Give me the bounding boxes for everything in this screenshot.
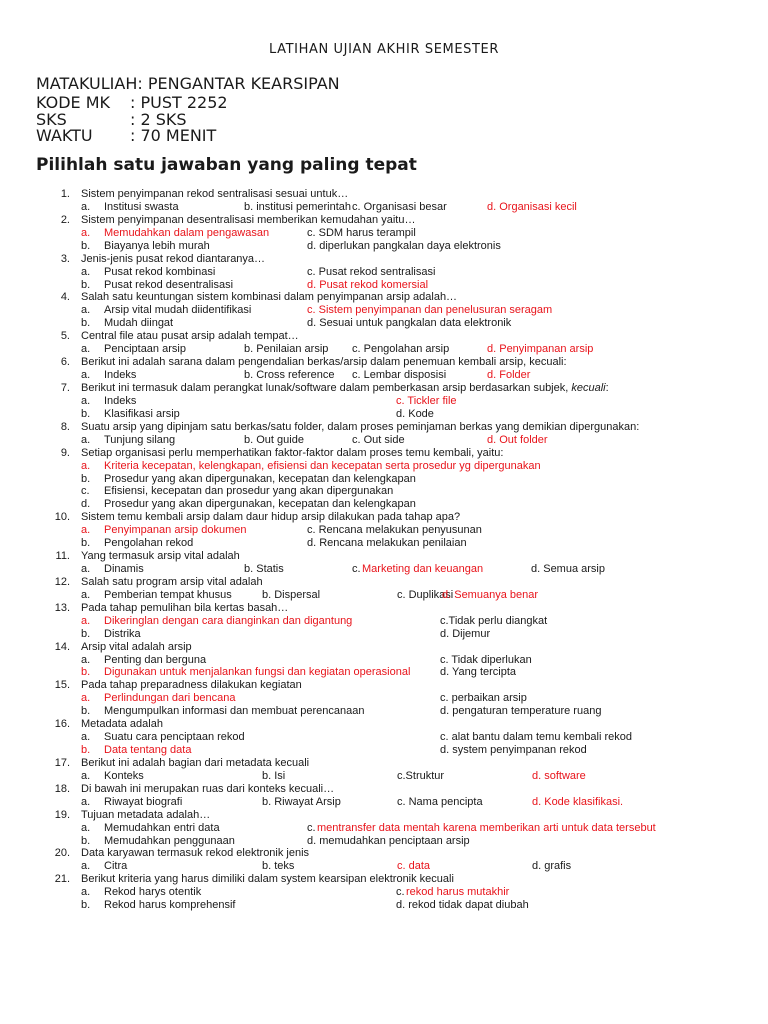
option-text: Indeks: [104, 394, 137, 407]
option-text: Prosedur yang akan dipergunakan, kecepatan dan kelengkapan: [104, 498, 416, 511]
option-text: d. grafis: [532, 860, 572, 873]
option-text: c. data: [397, 860, 431, 873]
option-text: c.: [352, 563, 361, 575]
option-letter: a.: [81, 200, 91, 213]
option-text: Rekod harus komprehensif: [104, 899, 236, 912]
question-text: Sistem penyimpanan rekod sentralisasi sesuai untuk…: [81, 188, 349, 200]
option-text: Memudahkan penggunaan: [104, 834, 235, 847]
question-number: 10.: [54, 511, 70, 524]
option-text: Digunakan untuk menjalankan fungsi dan kegiatan operasional: [104, 666, 411, 679]
option-text: c. SDM harus terampil: [307, 226, 416, 239]
option-text: Memudahkan entri data: [104, 821, 220, 834]
question-number: 19.: [54, 808, 70, 821]
option-text: Arsip vital mudah diidentifikasi: [104, 304, 252, 317]
option-text: rekod harus mutakhir: [406, 886, 510, 899]
question-text: Berikut kriteria yang harus dimiliki dalam system kearsipan elektronik kecuali: [81, 873, 454, 886]
option-text: d. pengaturan temperature ruang: [440, 705, 602, 718]
option-letter: a.: [81, 304, 91, 317]
question-number: 18.: [54, 782, 70, 795]
option-text: c.Struktur: [397, 769, 445, 782]
option-text: Rekod harys otentik: [104, 886, 202, 899]
question-text: Arsip vital adalah arsip: [81, 640, 192, 653]
question-number: 3.: [60, 252, 70, 265]
option-text: Kriteria kecepatan, kelengkapan, efisiensi dan kecepatan serta prosedur yg dipergunakan: [104, 459, 541, 472]
option-text: b. institusi pemerintah: [244, 200, 351, 213]
option-text: Marketing dan keuangan: [362, 563, 484, 575]
option-letter: b.: [81, 666, 91, 679]
info-label: WAKTU: [36, 126, 93, 145]
question-text: Metadata adalah: [81, 718, 163, 731]
option-text: Citra: [104, 860, 128, 873]
option-text: c. Tidak diperlukan: [440, 653, 532, 666]
option-letter: a.: [81, 369, 91, 381]
question-number: 7.: [60, 381, 70, 394]
option-text: Indeks: [104, 369, 137, 381]
question-text: Jenis-jenis pusat rekod diantaranya…: [81, 252, 266, 265]
question-number: 12.: [54, 575, 70, 588]
option-text: b. Statis: [244, 563, 284, 575]
option-text: Konteks: [104, 769, 144, 782]
question-emphasis: kecuali: [571, 381, 606, 394]
option-text: Prosedur yang akan dipergunakan, kecepatan dan kelengkapan: [104, 472, 416, 485]
option-text: Penyimpanan arsip dokumen: [104, 524, 247, 537]
question-number: 1.: [60, 188, 70, 200]
option-text: d. software: [532, 769, 586, 782]
option-letter: a.: [81, 614, 91, 627]
question-number: 17.: [54, 756, 70, 769]
option-text: d. Semuanya benar: [442, 588, 539, 601]
option-letter: b.: [81, 407, 91, 420]
option-text: c. Organisasi besar: [352, 200, 447, 213]
option-text: b. teks: [262, 860, 295, 873]
question-text: Di bawah ini merupakan ruas dari konteks kecuali…: [81, 782, 335, 795]
question-number: 16.: [54, 718, 70, 731]
option-text: c. Duplikasi: [397, 588, 454, 601]
option-text: d. Sesuai untuk pangkalan data elektronik: [307, 317, 512, 330]
question-number: 13.: [54, 601, 70, 614]
option-letter: b.: [81, 537, 91, 550]
option-letter: a.: [81, 265, 91, 278]
question-text: Berikut ini adalah bagian dari metadata kecuali: [81, 756, 310, 769]
option-text: Mudah diingat: [104, 317, 174, 330]
option-letter: a.: [81, 524, 91, 537]
option-text: Klasifikasi arsip: [104, 407, 180, 420]
option-text: d. rekod tidak dapat diubah: [396, 899, 529, 912]
option-text: b. Dispersal: [262, 588, 321, 601]
question-text: Berikut ini termasuk dalam perangkat lunak/software dalam pemberkasan arsip berdasarkan subjek, kecuali:: [81, 381, 609, 394]
option-text: d. Kode klasifikasi.: [532, 795, 624, 808]
option-text: d. Rencana melakukan penilaian: [307, 537, 467, 550]
info-line-time: [36, 126, 216, 145]
option-text: Dikeringlan dengan cara dianginkan dan digantung: [104, 614, 353, 627]
option-text: d. Folder: [487, 369, 531, 381]
option-letter: b.: [81, 317, 91, 330]
option-letter: a.: [81, 795, 91, 808]
option-text: Distrika: [104, 627, 141, 640]
option-letter: c.: [81, 485, 90, 498]
question-text: Tujuan metadata adalah…: [81, 808, 211, 821]
option-text: d. diperlukan pangkalan daya elektronis: [307, 239, 501, 252]
question-text: Sistem temu kembali arsip dalam daur hidup arsip dilakukan pada tahap apa?: [81, 511, 461, 524]
option-text: d. Semua arsip: [531, 563, 605, 575]
option-text: Tunjung silang: [104, 433, 176, 446]
option-letter: a.: [81, 692, 91, 705]
question-number: 11.: [55, 550, 70, 562]
exam-title: LATIHAN UJIAN AKHIR SEMESTER: [269, 42, 499, 57]
question-text: Setiap organisasi perlu memperhatikan faktor-faktor dalam proses temu kembali, yaitu:: [81, 446, 504, 459]
option-text: d. Out folder: [487, 433, 548, 446]
option-text: b. Isi: [262, 769, 286, 782]
option-text: Institusi swasta: [104, 200, 179, 213]
option-text: c. perbaikan arsip: [440, 692, 527, 705]
option-letter: a.: [81, 563, 91, 575]
option-text: b. Out guide: [244, 433, 304, 446]
question-number: 14.: [54, 640, 70, 653]
question-text: Sistem penyimpanan desentralisasi memberikan kemudahan yaitu…: [81, 213, 416, 226]
option-text: d. Organisasi kecil: [487, 200, 577, 213]
info-value: : 70 MENIT: [130, 126, 217, 145]
option-text: c.Tidak perlu diangkat: [440, 614, 548, 627]
option-text: Pusat rekod kombinasi: [104, 265, 216, 278]
option-text: Penciptaan arsip: [104, 343, 186, 356]
option-letter: b.: [81, 472, 91, 485]
option-text: Mengumpulkan informasi dan membuat perencanaan: [104, 705, 365, 718]
option-letter: a.: [81, 343, 91, 356]
option-text: c. Lembar disposisi: [352, 369, 447, 381]
option-letter: a.: [81, 769, 91, 782]
option-text: Riwayat biografi: [104, 795, 183, 808]
instruction: Pilihlah satu jawaban yang paling tepat: [36, 155, 417, 175]
option-text: c. Sistem penyimpanan dan penelusuran seragam: [307, 304, 553, 317]
option-letter: a.: [81, 886, 91, 899]
option-text: c.: [307, 821, 316, 834]
option-letter: b.: [81, 239, 91, 252]
option-letter: a.: [81, 588, 91, 601]
course-line: MATAKULIAH: PENGANTAR KEARSIPAN: [36, 74, 340, 93]
option-letter: a.: [81, 731, 91, 744]
question-text: Salah satu program arsip vital adalah: [81, 575, 263, 588]
option-text: Perlindungan dari bencana: [104, 692, 236, 705]
option-letter: b.: [81, 278, 91, 291]
question-text: Pada tahap pemulihan bila kertas basah…: [81, 601, 289, 614]
option-text: c. alat bantu dalam temu kembali rekod: [440, 731, 632, 744]
option-text: Penting dan berguna: [104, 653, 207, 666]
info-value: : PUST 2252: [130, 93, 228, 112]
option-text: d. Yang tercipta: [440, 666, 517, 679]
option-letter: b.: [81, 899, 91, 912]
option-text: Data tentang data: [104, 744, 192, 756]
info-label: SKS: [36, 110, 67, 129]
option-text: Memudahkan dalam pengawasan: [104, 226, 270, 239]
option-text: d. system penyimpanan rekod: [440, 744, 587, 756]
option-text: d. memudahkan penciptaan arsip: [307, 834, 470, 847]
question-number: 20.: [54, 847, 70, 860]
option-text: b. Cross reference: [244, 369, 335, 381]
option-letter: b.: [81, 627, 91, 640]
option-text: mentransfer data mentah karena memberikan arti untuk data tersebut: [317, 821, 656, 834]
option-letter: a.: [81, 226, 91, 239]
question-text: Yang termasuk arsip vital adalah: [81, 550, 240, 562]
info-label: KODE MK: [36, 93, 111, 112]
option-letter: b.: [81, 834, 91, 847]
option-text: Pusat rekod desentralisasi: [104, 278, 234, 291]
option-text: b. Penilaian arsip: [244, 343, 329, 356]
question-text: Suatu arsip yang dipinjam satu berkas/satu folder, dalam proses peminjaman berkas yang demikian dipergunakan:: [81, 420, 640, 433]
option-letter: b.: [81, 705, 91, 718]
option-letter: d.: [81, 498, 91, 511]
option-letter: a.: [81, 653, 91, 666]
option-text: Dinamis: [104, 563, 144, 575]
question-number: 2.: [60, 213, 70, 226]
option-text: Efisiensi, kecepatan dan prosedur yang akan dipergunakan: [104, 485, 394, 498]
question-number: 9.: [60, 446, 70, 459]
question-text: Berikut ini adalah sarana dalam pengendalian berkas/arsip dalam penemuan kembali arsip, kecuali:: [81, 356, 567, 369]
question-number: 4.: [60, 291, 70, 304]
option-text: d. Penyimpanan arsip: [487, 343, 594, 356]
option-text: Suatu cara penciptaan rekod: [104, 731, 245, 744]
question-text: Central file atau pusat arsip adalah tempat…: [81, 330, 299, 343]
option-letter: a.: [81, 821, 91, 834]
option-letter: a.: [81, 860, 91, 873]
option-text: d. Pusat rekod komersial: [307, 278, 429, 291]
question-text: Pada tahap preparadness dilakukan kegiatan: [81, 679, 302, 692]
option-text: c.: [396, 886, 405, 899]
option-text: c. Out side: [352, 433, 405, 446]
option-text: Pengolahan rekod: [104, 537, 194, 550]
question-text: Salah satu keuntungan sistem kombinasi dalam penyimpanan arsip adalah…: [81, 291, 458, 304]
option-letter: a.: [81, 433, 91, 446]
info-value: : 2 SKS: [130, 110, 187, 129]
question-number: 5.: [60, 330, 70, 343]
option-text: b. Riwayat Arsip: [262, 795, 341, 808]
option-letter: a.: [81, 394, 91, 407]
option-text: c. Nama pencipta: [397, 795, 483, 808]
option-text: c. Pusat rekod sentralisasi: [307, 265, 436, 278]
question-text: Data karyawan termasuk rekod elektronik jenis: [81, 847, 310, 860]
question-number: 6.: [60, 356, 70, 369]
option-text: d. Kode: [396, 407, 434, 420]
option-text: Biayanya lebih murah: [104, 239, 210, 252]
option-text: c. Rencana melakukan penyusunan: [307, 524, 482, 537]
option-letter: a.: [81, 459, 91, 472]
question-number: 21.: [54, 873, 70, 886]
question-number: 15.: [54, 679, 70, 692]
option-text: d. Dijemur: [440, 627, 491, 640]
option-text: c. Pengolahan arsip: [352, 343, 450, 356]
option-text: c. Tickler file: [396, 394, 457, 407]
option-text: Pemberian tempat khusus: [104, 588, 232, 601]
option-letter: b.: [81, 744, 91, 756]
question-number: 8.: [60, 420, 70, 433]
